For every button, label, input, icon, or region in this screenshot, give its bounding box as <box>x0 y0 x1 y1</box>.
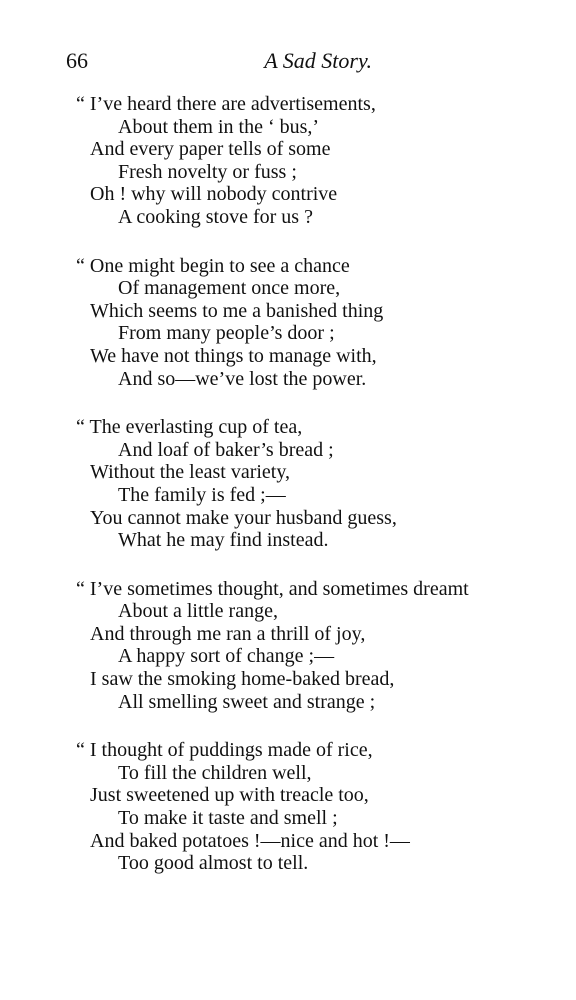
poem-line: From many people’s door ; <box>118 322 335 345</box>
poem-line: “ The everlasting cup of tea, <box>76 416 303 439</box>
poem-line: To fill the children well, <box>118 761 312 784</box>
poem-line: “ I’ve heard there are advertisements, <box>76 93 376 115</box>
poem <box>76 93 556 901</box>
poem-line: Of management once more, <box>118 277 341 300</box>
poem-line: And through me ran a thrill of joy, <box>90 622 366 645</box>
poem-line: And loaf of baker’s bread ; <box>118 438 334 461</box>
poem-line: Which seems to me a banished thing <box>90 299 384 322</box>
poem-line: The family is fed ;— <box>118 483 286 506</box>
poem-line: Oh ! why will nobody contrive <box>90 183 338 206</box>
page-header <box>66 48 372 78</box>
poem-line: Just sweetened up with treacle too, <box>90 784 369 807</box>
stanza-1 <box>76 93 556 229</box>
poem-line: Without the least variety, <box>90 461 291 484</box>
poem-line: What he may find instead. <box>118 529 329 552</box>
page-number: 66 <box>66 48 88 73</box>
stanza-3 <box>76 416 556 552</box>
stanza-2 <box>76 255 556 391</box>
poem-line: Fresh novelty or fuss ; <box>118 160 297 183</box>
poem-line: And every paper tells of some <box>90 138 331 161</box>
poem-line: We have not things to manage with, <box>90 344 377 367</box>
poem-line: And baked potatoes !—nice and hot !— <box>90 829 410 852</box>
running-title: A Sad Story. <box>264 48 372 73</box>
poem-line: To make it taste and smell ; <box>118 807 338 830</box>
poem-line: “ I thought of puddings made of rice, <box>76 739 373 762</box>
poem-line: And so—we’ve lost the power. <box>118 367 367 390</box>
stanza-4 <box>76 578 556 714</box>
poem-line: About them in the ‘ bus,’ <box>118 115 320 138</box>
poem-line: “ One might begin to see a chance <box>76 254 350 277</box>
poem-line: “ I’ve sometimes thought, and sometimes dreamt <box>76 577 469 600</box>
poem-line: A cooking stove for us ? <box>118 205 313 228</box>
poem-line: Too good almost to tell. <box>118 852 309 875</box>
poem-line: I saw the smoking home-baked bread, <box>90 668 395 691</box>
poem-line: About a little range, <box>118 600 278 623</box>
poem-line: All smelling sweet and strange ; <box>118 690 376 713</box>
poem-line: You cannot make your husband guess, <box>90 506 397 529</box>
poem-line: A happy sort of change ;— <box>118 645 335 668</box>
stanza-5 <box>76 739 556 875</box>
